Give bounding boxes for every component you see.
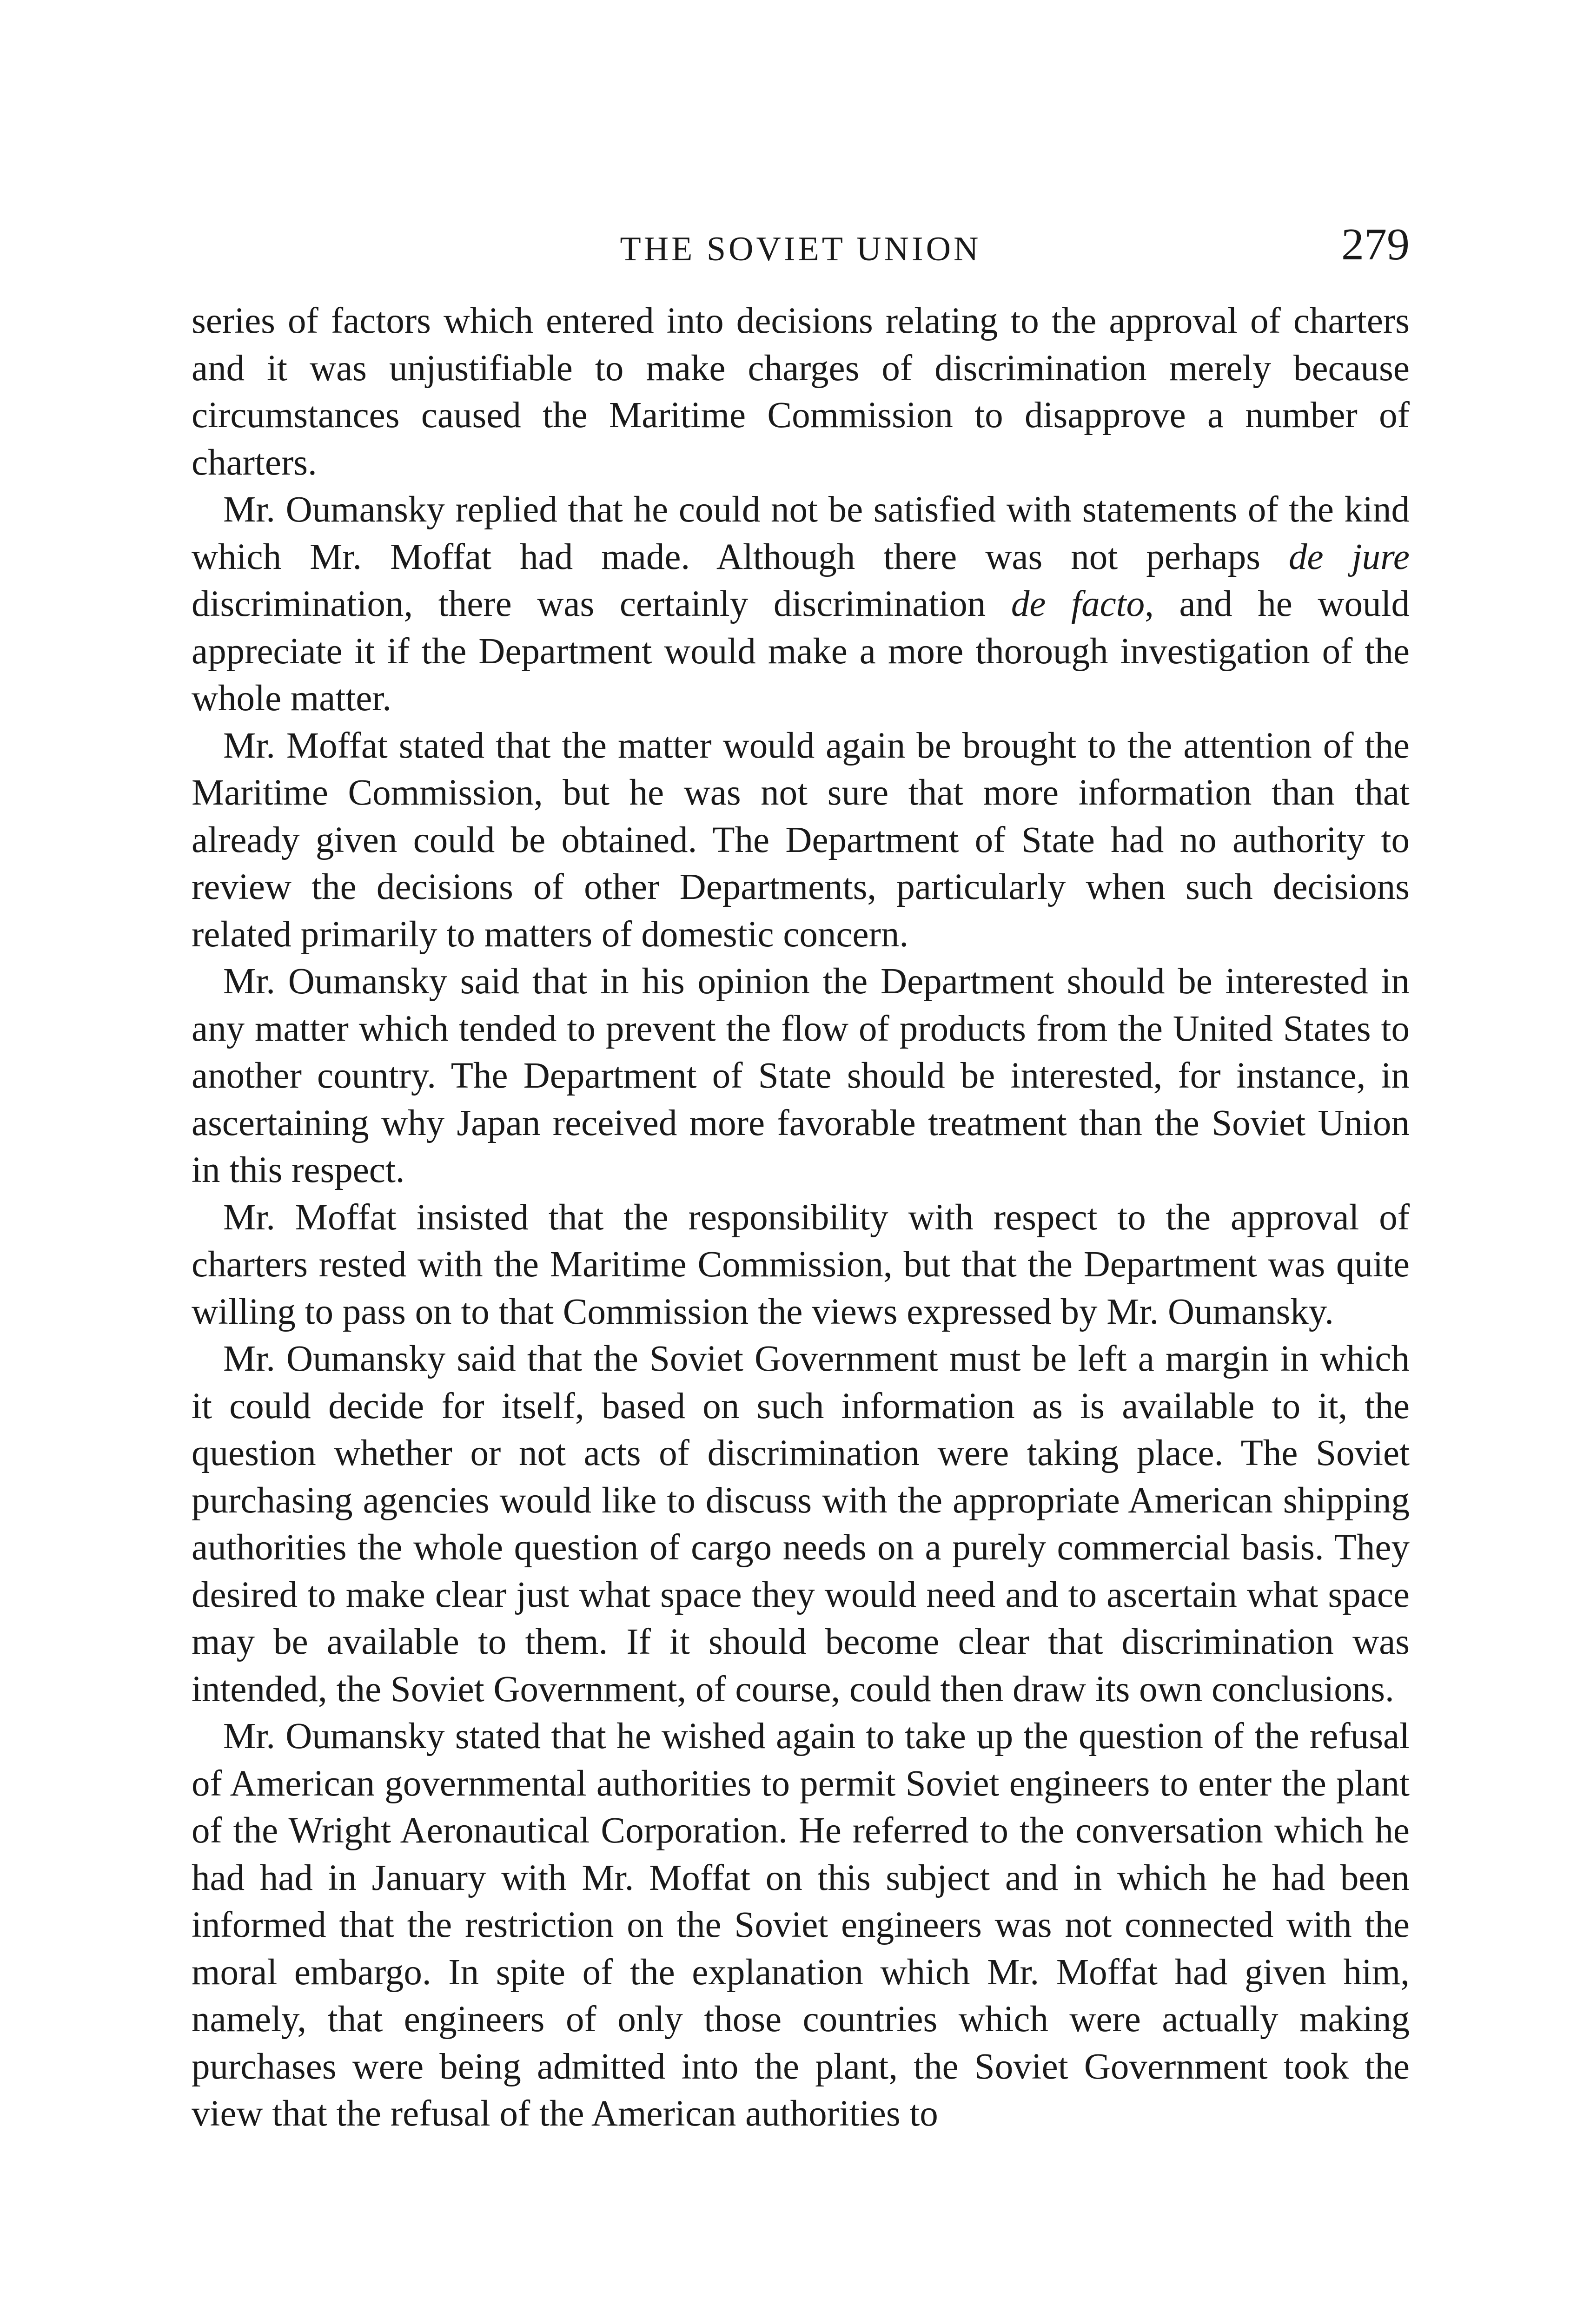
paragraph: Mr. Moffat insisted that the responsibility with respect to the approval of charters rested with the Maritime Commission, but that the Department was quite willing to pass on to that Commission the views expressed by Mr. Oumansky. [192,1197,1410,1332]
paragraph-text: Mr. Oumansky replied that he could not be satisfied with statements of the kind which Mr. Moffat had made. Although there was not perhaps [192,489,1410,577]
paragraph-text: discrimination, there was certainly discrimination [192,584,1011,624]
paragraph [192,486,1410,722]
running-head [192,218,1410,279]
body-text [192,297,1410,2138]
italic-term: de facto [1011,584,1145,624]
running-title: THE SOVIET UNION [620,230,981,268]
paragraph: Mr. Oumansky said that in his opinion the Department should be interested in any matter which tended to prevent the flow of products from the United States to another country. The Department of State should be interested, for instance, in ascertaining why Japan received more favorable treatment than the Soviet Union in this respect. [192,961,1410,1190]
italic-term: de jure [1289,536,1410,577]
paragraph-text: , and he would appreciate it if the Department would make a more thorough investigation of the whole matter. [192,584,1410,719]
paragraph-continued: series of factors which entered into decisions relating to the approval of charters and it was unjustifiable to make charges of discrimination merely because circumstances caused the Maritime Commission to disapprove a number of charters. [192,301,1410,483]
document-page [192,218,1410,2138]
paragraph: Mr. Oumansky stated that he wished again to take up the question of the refusal of American governmental authorities to permit Soviet engineers to enter the plant of the Wright Aeronautical Corporation. He referred to the conversation which he had had in January with Mr. Moffat on this subject and in which he had been informed that the restriction on the Soviet engineers was not connected with the moral embargo. In spite of the explanation which Mr. Moffat had given him, namely, that engineers of only those countries which were actually making purchases were being admitted into the plant, the Soviet Government took the view that the refusal of the American authorities to [192,1716,1410,2134]
page-number: 279 [1341,219,1410,270]
paragraph: Mr. Oumansky said that the Soviet Government must be left a margin in which it could decide for itself, based on such information as is available to it, the question whether or not acts of discrimination were taking place. The Soviet purchasing agencies would like to discuss with the appropriate American shipping authorities the whole question of cargo needs on a purely commercial basis. They desired to make clear just what space they would need and to ascertain what space may be available to them. If it should become clear that discrimination was intended, the Soviet Government, of course, could then draw its own conclusions. [192,1339,1410,1710]
paragraph: Mr. Moffat stated that the matter would again be brought to the attention of the Maritime Commission, but he was not sure that more information than that already given could be obtained. The Department of State had no authority to review the decisions of other Departments, particularly when such decisions related primarily to matters of domestic concern. [192,725,1410,955]
